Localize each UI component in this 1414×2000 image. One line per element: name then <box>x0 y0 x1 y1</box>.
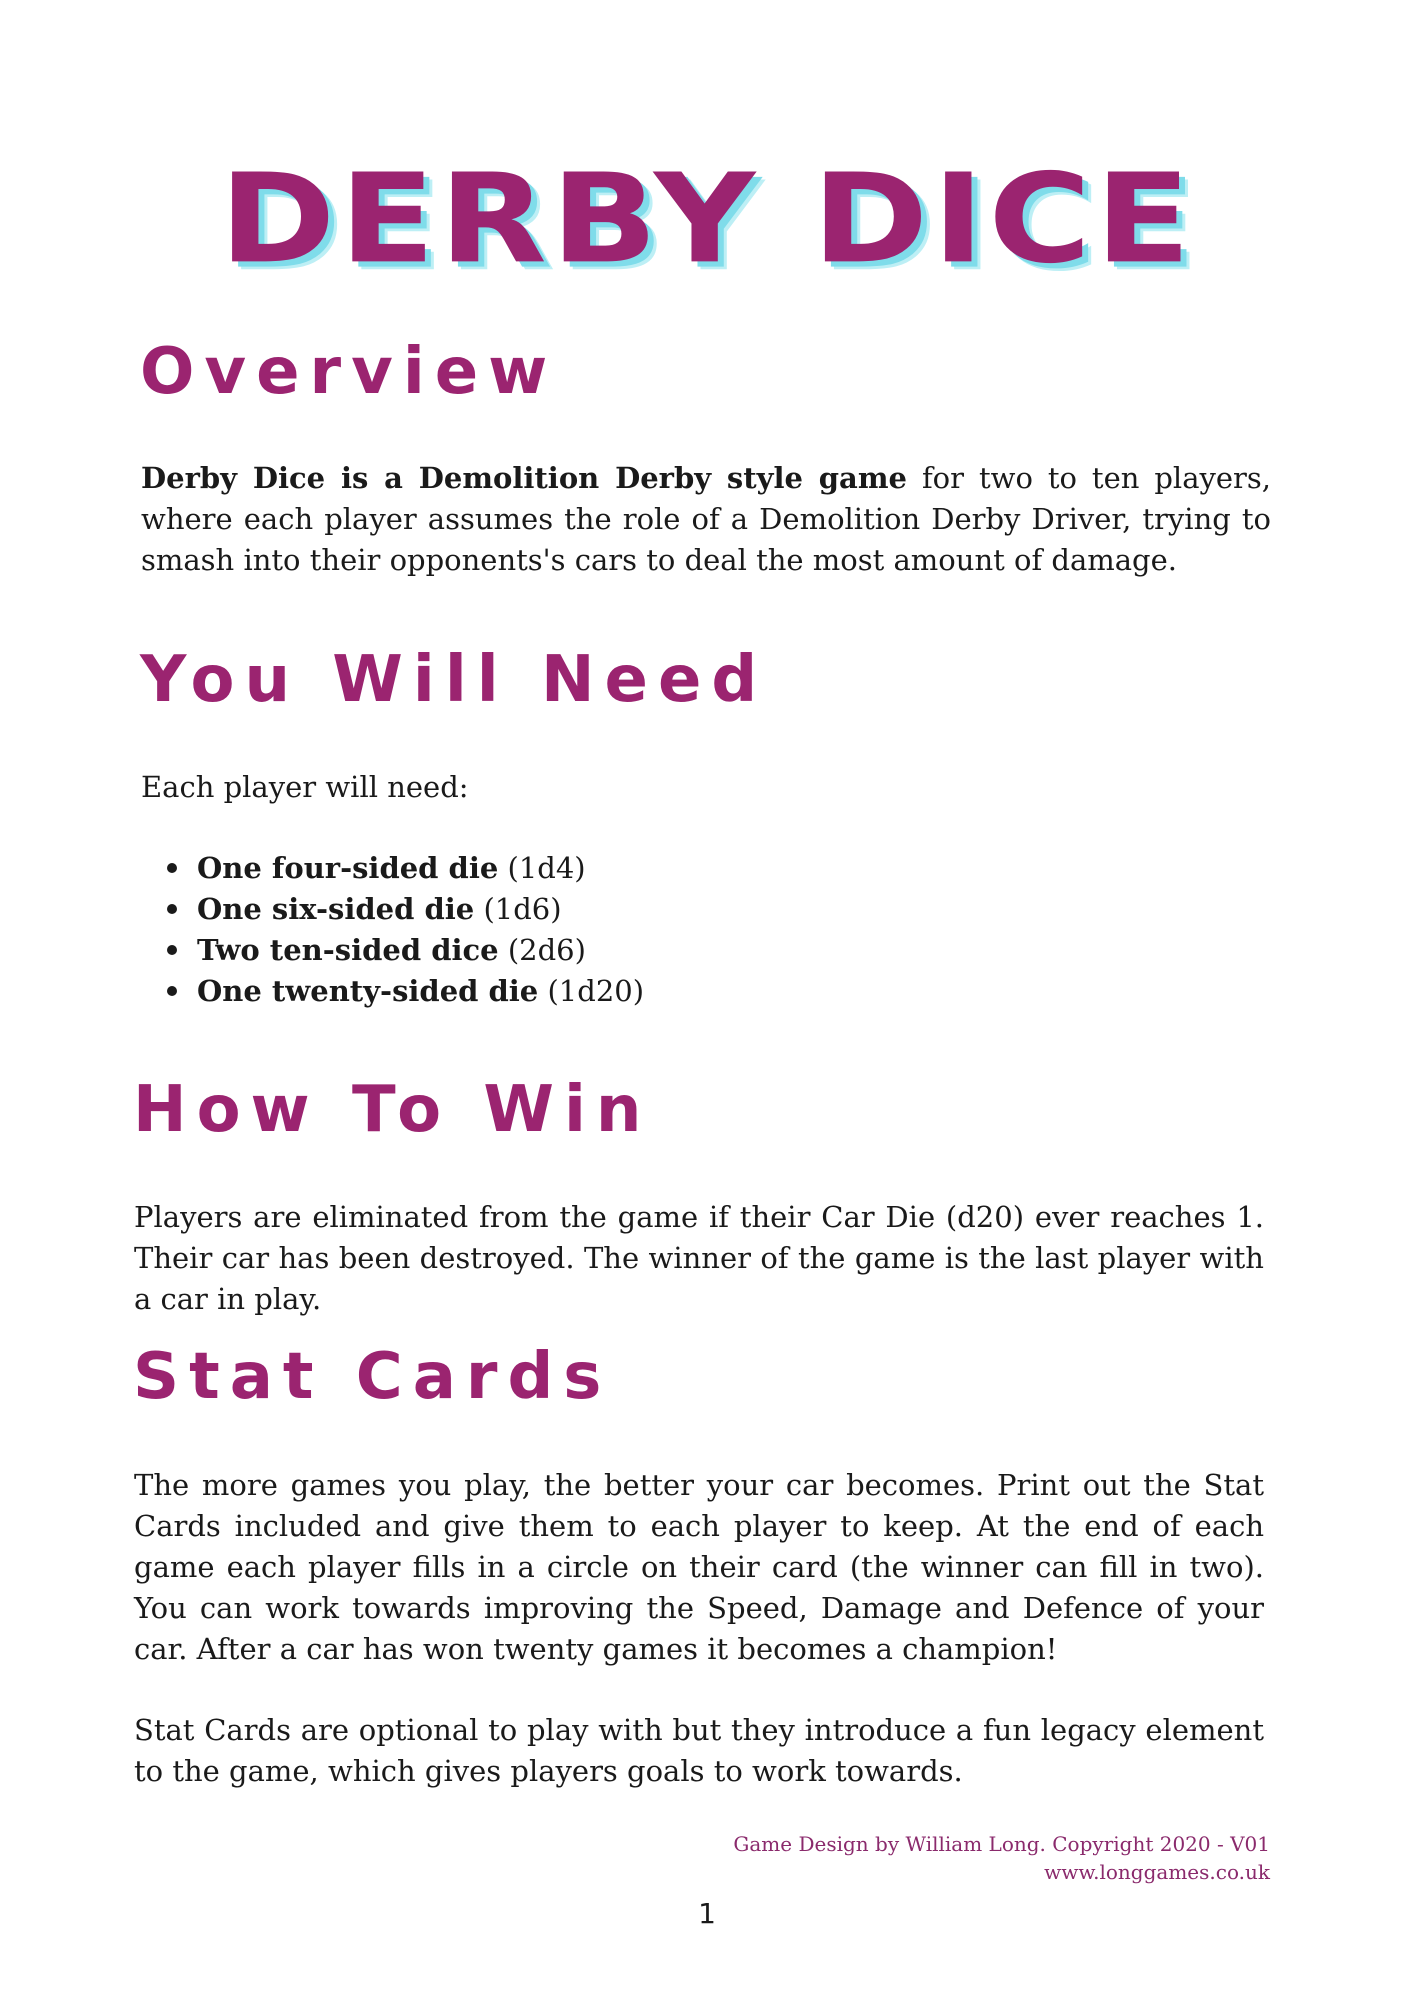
document-title: DERBY DICE <box>219 147 1195 292</box>
dice-list <box>165 848 644 1012</box>
stat-paragraph-1: The more games you play, the better your car becomes. Print out the Stat Cards included and give them to each player to keep. At the end of each game each player fills in a circle on their card (the winner can fill in two). You can work towards improving the Speed, Damage and Defence of your car. After a car has won twenty games it becomes a champion! <box>134 1468 1264 1666</box>
stat-paragraph-2: Stat Cards are optional to play with but they introduce a fun legacy element to the game, which gives players goals to work towards. <box>134 1713 1264 1788</box>
footer-url[interactable]: www.longgames.co.uk <box>1044 1860 1270 1884</box>
need-intro: Each player will need: <box>141 770 469 804</box>
bullet-icon <box>167 863 177 873</box>
win-paragraph: Players are eliminated from the game if their Car Die (d20) ever reaches 1. Their car has been destroyed. The winner of the game is the last player with a car in play. <box>134 1200 1264 1316</box>
heading-how-to-win: How To Win <box>133 1073 652 1147</box>
footer-credit: Game Design by William Long. Copyright 2020 - V01 <box>733 1832 1270 1856</box>
bullet-icon <box>167 986 177 996</box>
heading-overview: Overview <box>140 335 558 409</box>
list-item: Two ten-sided dice (2d6) <box>165 930 644 971</box>
page-number: 1 <box>698 1897 716 1930</box>
overview-paragraph <box>141 458 1271 581</box>
overview-text: for two to ten players, where each player assumes the role of a Demolition Derby Driver, trying to smash into their opponents's cars to deal the most amount of damage. <box>141 461 1272 577</box>
bullet-icon <box>167 945 177 955</box>
bullet-icon <box>167 904 177 914</box>
heading-stat-cards: Stat Cards <box>133 1340 612 1414</box>
list-item: One six-sided die (1d6) <box>165 889 644 930</box>
overview-bold-lead: Derby Dice is a Demolition Derby style game <box>141 461 907 495</box>
list-item: One twenty-sided die (1d20) <box>165 971 644 1012</box>
heading-you-will-need: You Will Need <box>140 643 768 717</box>
list-item: One four-sided die (1d4) <box>165 848 644 889</box>
